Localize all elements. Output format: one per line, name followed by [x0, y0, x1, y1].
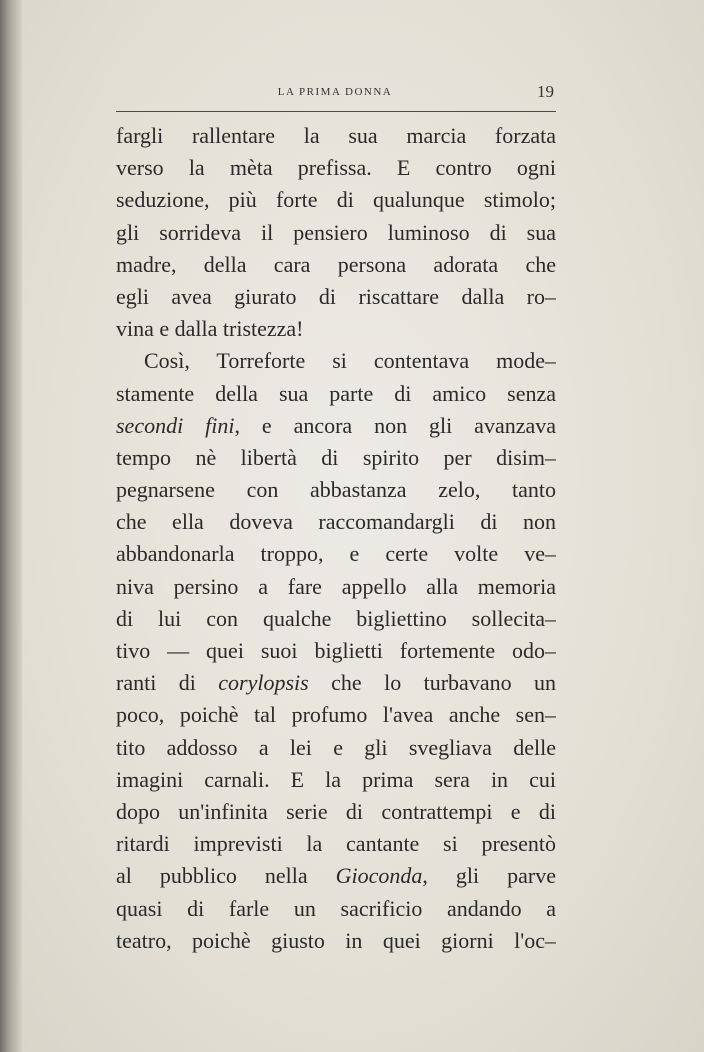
running-head: [116, 80, 554, 106]
binding-edge: [0, 0, 22, 1052]
text-line: niva persino a fare appello alla memoria: [116, 573, 556, 599]
text-line: quasi di farle un sacrificio andando a: [116, 895, 556, 921]
text-line: tivo — quei suoi biglietti fortemente odo–: [116, 638, 556, 663]
text-line: madre, della cara persona adorata che: [116, 251, 556, 277]
line-part: ranti di: [116, 670, 219, 696]
text-line: dopo un'infinita serie di contrattempi e di: [116, 798, 556, 824]
running-title: LA PRIMA DONNA: [277, 86, 393, 98]
line-part: , gli parve: [422, 863, 556, 889]
page-number: 19: [537, 82, 554, 101]
text-line: [116, 410, 556, 442]
italic-phrase: Gioconda: [335, 863, 423, 889]
text-line: tempo nè libertà di spirito per disim–: [116, 444, 556, 470]
text-line: che ella doveva raccomandargli di non: [116, 509, 556, 535]
text-line: tito addosso a lei e gli svegliava delle: [116, 734, 556, 760]
text-line: imagini carnali. E la prima sera in cui: [116, 766, 556, 792]
text-line: [116, 860, 556, 892]
text-line: [116, 667, 556, 699]
text-line: vina e dalla tristezza!: [116, 316, 304, 342]
text-line: egli avea giurato di riscattare dalla ro–: [116, 283, 556, 309]
text-line: Così, Torreforte si contentava mode–: [144, 348, 556, 374]
text-line: ritardi imprevisti la cantante si presentò: [116, 831, 556, 857]
text-line: poco, poichè tal profumo l'avea anche sen–: [116, 702, 556, 728]
text-line: abbandonarla troppo, e certe volte ve–: [116, 541, 556, 567]
text-line: seduzione, più forte di qualunque stimolo;: [116, 187, 556, 213]
text-line: teatro, poichè giusto in quei giorni l'oc–: [116, 927, 556, 953]
body-text: [116, 120, 556, 957]
italic-phrase: corylopsis: [218, 670, 309, 696]
text-line: pegnarsene con abbastanza zelo, tanto: [116, 477, 556, 503]
text-line: di lui con qualche bigliettino sollecita–: [116, 605, 556, 631]
text-line: verso la mèta prefissa. E contro ogni: [116, 155, 556, 181]
text-line: fargli rallentare la sua marcia forzata: [116, 123, 556, 148]
text-line: gli sorrideva il pensiero luminoso di sua: [116, 219, 556, 245]
text-line: stamente della sua parte di amico senza: [116, 380, 556, 406]
line-part: che lo turbavano un: [308, 670, 556, 696]
line-part: , e ancora non gli avanzava: [234, 412, 556, 438]
line-part: al pubblico nella: [116, 863, 336, 889]
italic-phrase: secondi fini: [116, 412, 235, 438]
header-rule: [116, 111, 556, 112]
